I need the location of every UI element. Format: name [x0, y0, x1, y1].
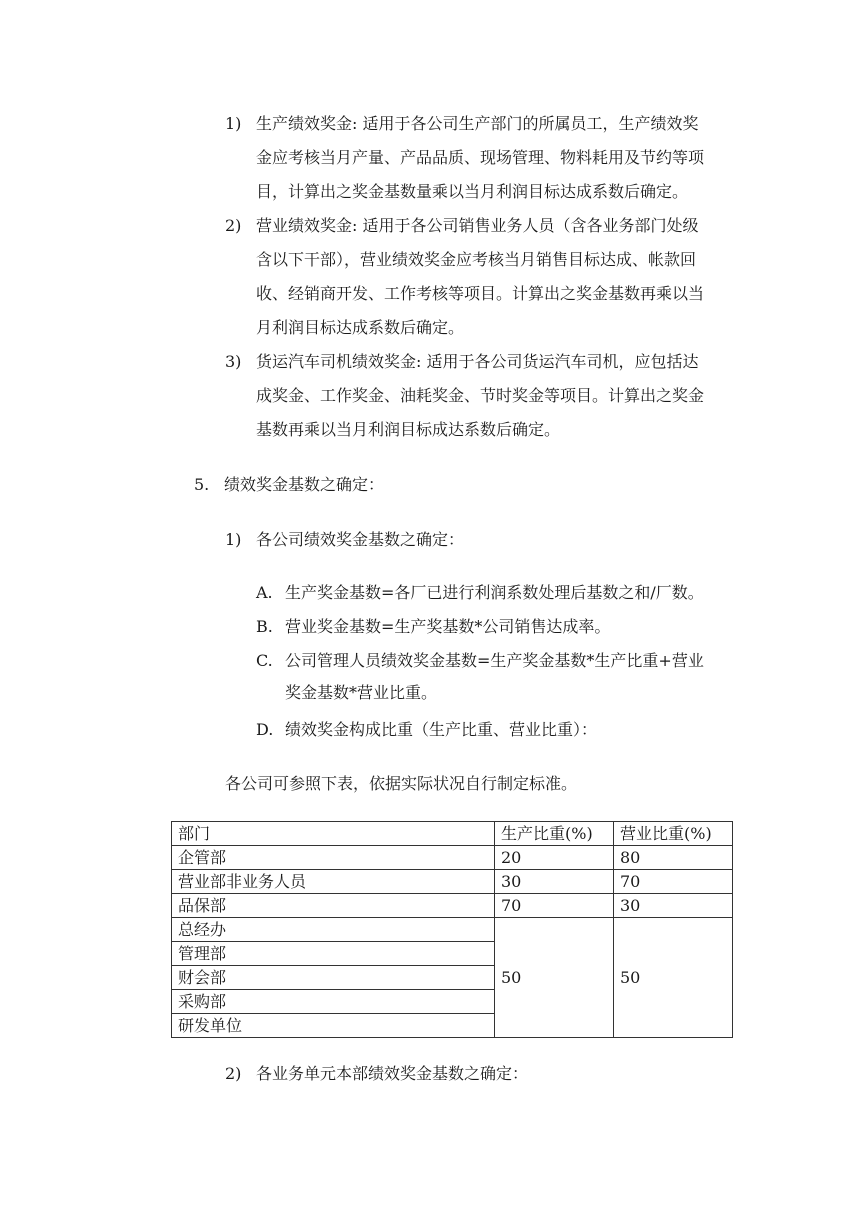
- item-2-line-1: 营业绩效奖金: 适用于各公司销售业务人员（含各业务部门处级: [256, 216, 699, 235]
- item-1-number: 1): [225, 114, 242, 133]
- dept-cell: 管理部: [172, 942, 495, 966]
- formula-b-letter: B.: [256, 617, 273, 636]
- dept-cell: 品保部: [172, 894, 495, 918]
- sub-1-number: 1): [225, 530, 242, 549]
- production-ratio-cell: 20: [495, 846, 614, 870]
- header-production-ratio: 生产比重(%): [495, 822, 614, 846]
- item-3-line-3: 基数再乘以当月利润目标成达系数后确定。: [256, 420, 561, 439]
- formula-c-text-line-1: 公司管理人员绩效奖金基数=生产奖金基数*生产比重+营业: [285, 651, 704, 670]
- item-1-line-1: 生产绩效奖金: 适用于各公司生产部门的所属员工，生产绩效奖: [256, 114, 699, 133]
- sales-ratio-cell: 70: [614, 870, 733, 894]
- item-3-line-2: 成奖金、工作奖金、油耗奖金、节时奖金等项目。计算出之奖金: [256, 386, 705, 405]
- sales-ratio-cell: 30: [614, 894, 733, 918]
- table-row: [172, 846, 733, 870]
- sub-2-heading: 各业务单元本部绩效奖金基数之确定：: [256, 1064, 529, 1083]
- dept-cell: 财会部: [172, 966, 495, 990]
- merged-production-ratio-cell: 50: [495, 918, 614, 1038]
- table-row: [172, 870, 733, 894]
- table-intro: 各公司可参照下表，依据实际状况自行制定标准。: [225, 774, 578, 793]
- table-row: [172, 894, 733, 918]
- header-dept: 部门: [172, 822, 495, 846]
- sub-1-heading: 各公司绩效奖金基数之确定：: [256, 530, 465, 549]
- header-sales-ratio: 营业比重(%): [614, 822, 733, 846]
- formula-d-letter: D.: [256, 720, 274, 739]
- table-row: [172, 918, 733, 942]
- item-1-line-3: 目，计算出之奖金基数量乘以当月利润目标达成系数后确定。: [256, 182, 689, 201]
- item-2-line-4: 月利润目标达成系数后确定。: [256, 318, 465, 337]
- item-3-line-1: 货运汽车司机绩效奖金: 适用于各公司货运汽车司机，应包括达: [256, 352, 699, 371]
- item-3-number: 3): [225, 352, 242, 371]
- table-header-row: [172, 822, 733, 846]
- production-ratio-cell: 30: [495, 870, 614, 894]
- item-2-number: 2): [225, 216, 242, 235]
- ratio-table: [171, 821, 733, 1038]
- formula-a-text: 生产奖金基数=各厂已进行利润系数处理后基数之和/厂数。: [285, 583, 704, 602]
- dept-cell: 企管部: [172, 846, 495, 870]
- section-5-heading: 绩效奖金基数之确定：: [224, 475, 385, 494]
- formula-b-text: 营业奖金基数=生产奖基数*公司销售达成率。: [285, 617, 611, 636]
- sub-2-number: 2): [225, 1064, 242, 1083]
- dept-cell: 总经办: [172, 918, 495, 942]
- formula-a-letter: A.: [256, 583, 273, 602]
- sales-ratio-cell: 80: [614, 846, 733, 870]
- formula-c-letter: C.: [256, 651, 273, 670]
- dept-cell: 采购部: [172, 990, 495, 1014]
- formula-d-text: 绩效奖金构成比重（生产比重、营业比重）：: [285, 720, 598, 739]
- item-2-line-3: 收、经销商开发、工作考核等项目。计算出之奖金基数再乘以当: [256, 284, 705, 303]
- item-1-line-2: 金应考核当月产量、产品品质、现场管理、物料耗用及节约等项: [256, 148, 705, 167]
- formula-c-text-line-2: 奖金基数*营业比重。: [285, 683, 438, 702]
- merged-sales-ratio-cell: 50: [614, 918, 733, 1038]
- dept-cell: 研发单位: [172, 1014, 495, 1038]
- dept-cell: 营业部非业务人员: [172, 870, 495, 894]
- section-5-number: 5.: [194, 475, 210, 494]
- production-ratio-cell: 70: [495, 894, 614, 918]
- item-2-line-2: 含以下干部），营业绩效奖金应考核当月销售目标达成、帐款回: [256, 250, 697, 269]
